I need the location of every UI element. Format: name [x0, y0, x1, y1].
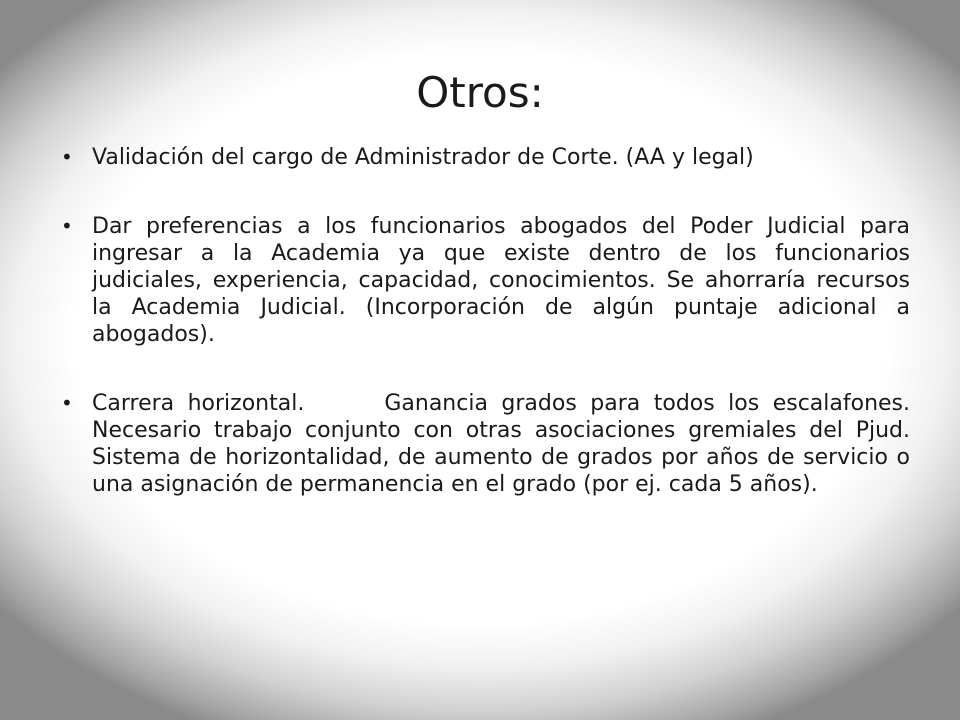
slide-title: Otros: — [416, 68, 544, 117]
bullet-item — [60, 390, 910, 498]
bullet-dot-icon: • — [61, 214, 73, 238]
bullet-dot-icon: • — [61, 145, 73, 169]
bullet-list — [60, 144, 910, 498]
bullet-text: Dar preferencias a los funcionarios abogados del Poder Judicial para ingresar a la Academia ya que existe dentro de los funcionarios judiciales, experiencia, capacidad, conocimientos. Se ahorraría recursos la Academia Judicial. (Incorporación de algún puntaje adicional a abogados). — [92, 214, 910, 347]
bullet-text — [92, 390, 910, 498]
bullet-item — [60, 213, 910, 348]
bullet-text: Validación del cargo de Administrador de Corte. (AA y legal) — [92, 145, 754, 170]
bullet-item — [60, 144, 910, 171]
bullet-dot-icon: • — [61, 391, 73, 415]
bullet-lead-text: Carrera horizontal. — [92, 391, 305, 416]
bullet-body-text: Ganancia grados para todos los escalafones. Necesario trabajo conjunto con otras asociaciones gremiales del Pjud. Sistema de horizontalidad, de aumento de grados por años de servicio o una asignación de permanencia en el grado (por ej. cada 5 años). — [92, 391, 911, 497]
